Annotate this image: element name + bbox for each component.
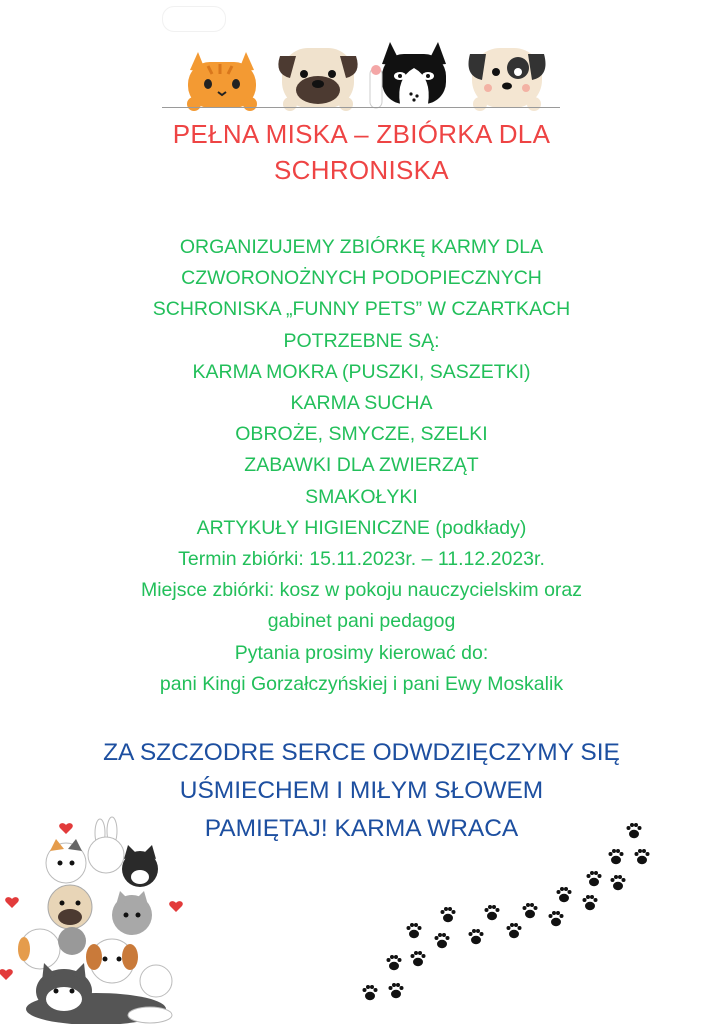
- paw-print-icon: [389, 983, 404, 998]
- paw-print-icon: [523, 903, 538, 918]
- heart-icon: [5, 897, 19, 908]
- paw-print-icon: [635, 849, 650, 864]
- body-line: SMAKOŁYKI: [305, 485, 418, 508]
- paw-print-icon: [627, 823, 642, 838]
- body-line: CZWORONOŻNYCH PODOPIECZNYCH: [181, 267, 542, 290]
- paw-print-icon: [441, 907, 456, 922]
- body-line: KARMA SUCHA: [290, 392, 433, 415]
- page-title: [0, 116, 723, 188]
- paw-print-icon: [411, 951, 426, 966]
- paw-print-icon: [507, 923, 522, 938]
- paw-print-icon: [485, 905, 500, 920]
- header-baseline: [162, 107, 560, 108]
- closing-line: ZA SZCZODRE SERCE ODWDZIĘCZYMY SIĘ: [103, 739, 620, 766]
- heart-icon: [59, 823, 73, 834]
- body-line: OBROŻE, SMYCZE, SZELKI: [235, 423, 488, 446]
- body-line: ARTYKUŁY HIGIENICZNE (podkłady): [196, 516, 527, 539]
- paw-print-icon: [363, 985, 378, 1000]
- paw-print-icon: [469, 929, 484, 944]
- paw-print-icon: [609, 849, 624, 864]
- closing-line: UŚMIECHEM I MIŁYM SŁOWEM: [179, 777, 544, 804]
- paw-print-icon: [587, 871, 602, 886]
- title-line-2: SCHRONISKA: [274, 155, 449, 185]
- paw-prints-trail: [350, 815, 670, 1015]
- paw-print-icon: [387, 955, 402, 970]
- paw-print-icon: [557, 887, 572, 902]
- closing-line: PAMIĘTAJ! KARMA WRACA: [204, 815, 519, 842]
- title-line-1: PEŁNA MISKA – ZBIÓRKA DLA: [172, 119, 551, 149]
- pug-icon: [278, 48, 357, 111]
- body-line: KARMA MOKRA (PUSZKI, SASZETKI): [192, 360, 531, 383]
- spotted-dog-icon: [469, 48, 546, 111]
- body-line: Pytania prosimy kierować do:: [234, 641, 489, 664]
- black-white-cat-icon: [370, 42, 446, 108]
- body-line: ORGANIZUJEMY ZBIÓRKĘ KARMY DLA: [179, 236, 544, 258]
- paw-print-icon: [407, 923, 422, 938]
- announcement-body: [0, 232, 723, 700]
- body-line: Miejsce zbiórki: kosz w pokoju nauczycielskim oraz: [140, 579, 583, 602]
- body-line: gabinet pani pedagog: [267, 610, 456, 633]
- orange-cat-icon: [187, 52, 257, 111]
- heart-icon: [169, 901, 183, 912]
- body-line: SCHRONISKA „FUNNY PETS” W CZARTKACH: [152, 298, 571, 321]
- body-line: ZABAWKI DLA ZWIERZĄT: [244, 454, 479, 477]
- pet-group-illustration: [0, 815, 200, 1024]
- paw-print-icon: [611, 875, 626, 890]
- body-line: pani Kingi Gorzałczyńskiej i pani Ewy Moskalik: [159, 672, 564, 695]
- pets-header-illustration: [160, 38, 560, 114]
- body-line: POTRZEBNE SĄ:: [283, 329, 440, 352]
- paw-print-icon: [549, 911, 564, 926]
- body-line: Termin zbiórki: 15.11.2023r. – 11.12.2023r.: [178, 548, 545, 571]
- heart-icon: [0, 969, 13, 980]
- faint-header-badge: [162, 6, 226, 32]
- paw-print-icon: [583, 895, 598, 910]
- paw-print-icon: [435, 933, 450, 948]
